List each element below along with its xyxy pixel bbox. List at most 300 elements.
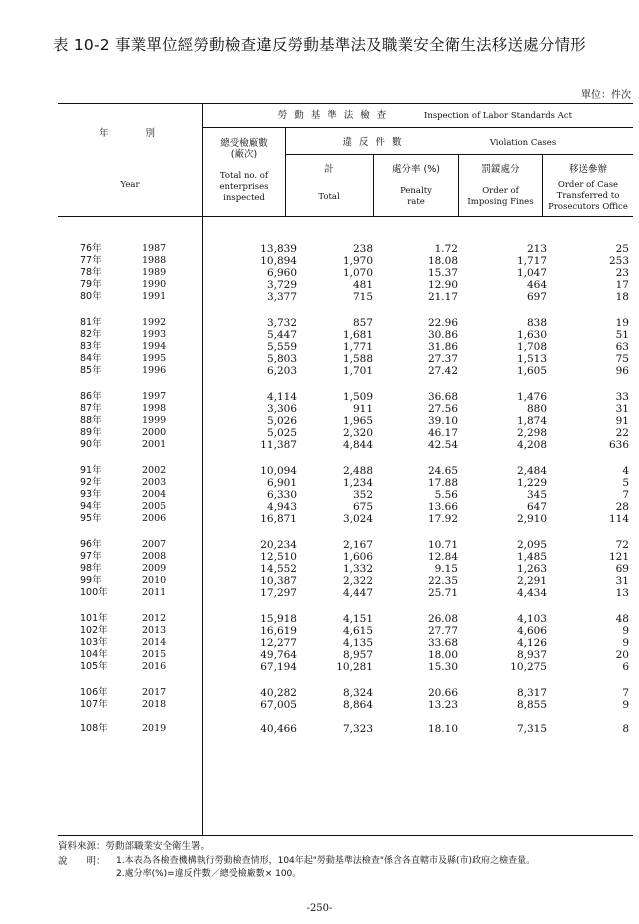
penalty-rate-cell: 12.90 [427,279,458,291]
inspected-cell: 16,871 [260,513,297,525]
header-total-zh: 計 [324,164,334,175]
prosecution-cell: 33 [615,391,629,403]
prosecution-cell: 31 [615,575,629,587]
inspected-cell: 5,025 [266,427,297,439]
table-row [58,587,633,599]
year-roc-cell: 96年 [80,539,102,550]
inspected-cell: 16,619 [260,625,297,637]
year-roc-cell: 80年 [80,291,102,302]
prosecution-cell: 18 [615,291,629,303]
year-roc-cell: 93年 [80,489,102,500]
fine-cell: 2,291 [516,575,547,587]
penalty-rate-cell: 27.42 [427,365,458,377]
prosecution-cell: 7 [622,687,629,699]
year-ad-cell: 2016 [142,661,167,672]
year-ad-cell: 1992 [142,317,167,328]
prosecution-cell: 636 [608,439,629,451]
table-row [58,563,633,575]
table-row [58,513,633,525]
inspected-cell: 67,194 [260,661,297,673]
prosecution-cell: 114 [608,513,629,525]
fine-cell: 4,434 [516,587,547,599]
penalty-rate-cell: 24.65 [427,465,458,477]
prosecution-cell: 20 [615,649,629,661]
note-line-1: 1.本表為各檢查機構執行勞動檢查情形，104年起"勞動基準法檢查"係含各直轄市及縣(市)政府之檢查量。 [116,856,536,866]
unit-label: 單位：件次 [581,90,631,101]
year-ad-cell: 2011 [142,587,167,598]
prosecution-cell: 48 [615,613,629,625]
violation-total-cell: 1,234 [342,477,373,489]
table-row [58,341,633,353]
year-roc-cell: 103年 [80,637,108,648]
fine-cell: 1,874 [516,415,547,427]
violation-total-cell: 8,324 [342,687,373,699]
year-ad-cell: 1998 [142,403,167,414]
violation-total-cell: 1,332 [342,563,373,575]
year-ad-cell: 2003 [142,477,167,488]
prosecution-cell: 13 [615,587,629,599]
violation-total-cell: 8,864 [342,699,373,711]
inspected-cell: 6,203 [266,365,297,377]
year-roc-cell: 99年 [80,575,102,586]
table-row [58,687,633,699]
violation-total-cell: 857 [352,317,373,329]
fine-cell: 464 [526,279,547,291]
fine-cell: 1,717 [516,255,547,267]
year-ad-cell: 2002 [142,465,167,476]
table-row [58,243,633,255]
penalty-rate-cell: 27.56 [427,403,458,415]
header-fine-zh: 罰鍰處分 [481,164,520,175]
header-year-zh: 年 別 [98,128,161,139]
inspected-cell: 6,901 [266,477,297,489]
year-ad-cell: 1991 [142,291,167,302]
fine-cell: 1,485 [516,551,547,563]
table-row [58,661,633,673]
inspected-cell: 15,918 [260,613,297,625]
inspected-cell: 67,005 [260,699,297,711]
inspected-cell: 10,094 [260,465,297,477]
fine-cell: 2,298 [516,427,547,439]
fine-cell: 1,605 [516,365,547,377]
year-roc-cell: 108年 [80,723,108,734]
year-ad-cell: 2018 [142,699,167,710]
row-group [58,391,633,451]
year-ad-cell: 2001 [142,439,167,450]
header-inspected-en3: inspected [223,193,265,203]
fine-cell: 4,126 [516,637,547,649]
inspected-cell: 3,377 [266,291,297,303]
year-roc-cell: 82年 [80,329,102,340]
fine-cell: 647 [526,501,547,513]
prosecution-cell: 69 [615,563,629,575]
year-ad-cell: 1997 [142,391,167,402]
col-divider-inspected [285,127,286,217]
year-roc-cell: 98年 [80,563,102,574]
header-pros-zh: 移送參辦 [568,164,607,175]
table-row [58,267,633,279]
header-inspected-zh: 總受檢廠數 [220,138,268,149]
prosecution-cell: 31 [615,403,629,415]
violation-total-cell: 2,322 [342,575,373,587]
penalty-rate-cell: 15.37 [427,267,458,279]
penalty-rate-cell: 17.88 [427,477,458,489]
source-note: 資料來源：勞動部職業安全衛生署。 [58,841,211,852]
note-label: 說 明： [58,856,106,867]
violation-total-cell: 4,615 [342,625,373,637]
year-roc-cell: 77年 [80,255,102,266]
table-row [58,415,633,427]
year-roc-cell: 78年 [80,267,102,278]
violation-total-cell: 10,281 [336,661,373,673]
year-roc-cell: 89年 [80,427,102,438]
fine-cell: 213 [526,243,547,255]
table-row [58,501,633,513]
year-ad-cell: 2005 [142,501,167,512]
table-row [58,427,633,439]
inspected-cell: 49,764 [260,649,297,661]
row-group [58,317,633,377]
penalty-rate-cell: 22.35 [427,575,458,587]
table-row [58,291,633,303]
penalty-rate-cell: 15.30 [427,661,458,673]
header-pros-en3: Prosecutors Office [548,202,628,212]
header-lsa-zh: 勞 動 基 準 法 檢 查 [277,110,389,121]
table-body [58,229,633,735]
header-rate-en1: Penalty [400,186,432,196]
year-roc-cell: 86年 [80,391,102,402]
year-ad-cell: 1994 [142,341,167,352]
penalty-rate-cell: 17.92 [427,513,458,525]
violation-total-cell: 238 [352,243,373,255]
inspected-cell: 5,559 [266,341,297,353]
table-row [58,255,633,267]
year-roc-cell: 87年 [80,403,102,414]
page-title: 表 10-2 事業單位經勞動檢查違反勞動基準法及職業安全衛生法移送處分情形 [53,36,586,54]
table-row [58,575,633,587]
year-ad-cell: 1996 [142,365,167,376]
table-row [58,613,633,625]
row-group [58,613,633,673]
fine-cell: 2,910 [516,513,547,525]
prosecution-cell: 22 [615,427,629,439]
penalty-rate-cell: 12.84 [427,551,458,563]
penalty-rate-cell: 5.56 [434,489,458,501]
fine-cell: 8,937 [516,649,547,661]
violation-total-cell: 911 [352,403,373,415]
table-row [58,439,633,451]
inspected-cell: 5,447 [266,329,297,341]
header-rate-en2: rate [407,197,425,207]
year-roc-cell: 100年 [80,587,108,598]
fine-cell: 838 [526,317,547,329]
table-bottom-rule [58,835,633,836]
prosecution-cell: 91 [615,415,629,427]
year-ad-cell: 1987 [142,243,167,254]
inspected-cell: 6,330 [266,489,297,501]
header-fine-en1: Order of [482,186,519,196]
table-row [58,539,633,551]
fine-cell: 4,606 [516,625,547,637]
prosecution-cell: 9 [622,699,629,711]
prosecution-cell: 25 [615,243,629,255]
fine-cell: 10,275 [510,661,547,673]
penalty-rate-cell: 25.71 [427,587,458,599]
inspected-cell: 10,387 [260,575,297,587]
year-roc-cell: 91年 [80,465,102,476]
penalty-rate-cell: 39.10 [427,415,458,427]
year-roc-cell: 92年 [80,477,102,488]
statistics-table [58,103,633,836]
fine-cell: 1,513 [516,353,547,365]
year-roc-cell: 107年 [80,699,108,710]
fine-cell: 1,476 [516,391,547,403]
inspected-cell: 3,732 [266,317,297,329]
violation-total-cell: 1,701 [342,365,373,377]
fine-cell: 345 [526,489,547,501]
table-top-rule [58,103,633,104]
inspected-cell: 20,234 [260,539,297,551]
year-roc-cell: 84年 [80,353,102,364]
violation-total-cell: 1,070 [342,267,373,279]
table-row [58,489,633,501]
year-ad-cell: 2015 [142,649,167,660]
violation-total-cell: 1,771 [342,341,373,353]
fine-cell: 880 [526,403,547,415]
violation-total-cell: 1,965 [342,415,373,427]
year-roc-cell: 102年 [80,625,108,636]
violation-total-cell: 4,135 [342,637,373,649]
year-ad-cell: 2004 [142,489,167,500]
violation-total-cell: 4,151 [342,613,373,625]
prosecution-cell: 72 [615,539,629,551]
prosecution-cell: 253 [608,255,629,267]
year-roc-cell: 76年 [80,243,102,254]
table-row [58,403,633,415]
year-ad-cell: 2006 [142,513,167,524]
violation-total-cell: 2,167 [342,539,373,551]
penalty-rate-cell: 18.08 [427,255,458,267]
penalty-rate-cell: 21.17 [427,291,458,303]
prosecution-cell: 8 [622,723,629,735]
penalty-rate-cell: 13.66 [427,501,458,513]
penalty-rate-cell: 22.96 [427,317,458,329]
penalty-rate-cell: 36.68 [427,391,458,403]
table-row [58,353,633,365]
penalty-rate-cell: 10.71 [427,539,458,551]
header-year-en: Year [120,180,140,190]
fine-cell: 7,315 [516,723,547,735]
fine-cell: 8,317 [516,687,547,699]
header-pros-en1: Order of Case [557,180,619,190]
year-roc-cell: 94年 [80,501,102,512]
penalty-rate-cell: 42.54 [427,439,458,451]
violation-total-cell: 1,681 [342,329,373,341]
prosecution-cell: 7 [622,489,629,501]
violation-total-cell: 7,323 [342,723,373,735]
prosecution-cell: 51 [615,329,629,341]
penalty-rate-cell: 20.66 [427,687,458,699]
prosecution-cell: 63 [615,341,629,353]
violation-total-cell: 2,488 [342,465,373,477]
row-group [58,539,633,599]
year-ad-cell: 2017 [142,687,167,698]
violation-total-cell: 1,509 [342,391,373,403]
fine-cell: 4,103 [516,613,547,625]
inspected-cell: 10,894 [260,255,297,267]
fine-cell: 2,095 [516,539,547,551]
col-divider-rate [458,154,459,217]
inspected-cell: 13,839 [260,243,297,255]
fine-cell: 1,229 [516,477,547,489]
violation-total-cell: 3,024 [342,513,373,525]
year-roc-cell: 101年 [80,613,108,624]
header-rate-zh: 處分率 (%) [392,164,440,175]
inspected-cell: 5,803 [266,353,297,365]
note-line-2: 2.處分率(%)=違反件數／總受檢廠數× 100。 [116,869,302,879]
table-row [58,551,633,563]
violation-total-cell: 715 [352,291,373,303]
year-ad-cell: 1989 [142,267,167,278]
header-total-en: Total [318,192,340,202]
year-roc-cell: 105年 [80,661,108,672]
fine-cell: 1,630 [516,329,547,341]
year-roc-cell: 83年 [80,341,102,352]
table-row [58,477,633,489]
violation-total-cell: 675 [352,501,373,513]
year-ad-cell: 1995 [142,353,167,364]
table-row [58,465,633,477]
table-row [58,699,633,711]
table-row [58,365,633,377]
fine-cell: 2,484 [516,465,547,477]
header-pros-en2: Transferred to [556,191,620,201]
penalty-rate-cell: 33.68 [427,637,458,649]
violation-total-cell: 1,606 [342,551,373,563]
fine-cell: 697 [526,291,547,303]
header-bottom-rule [58,216,633,217]
row-group [58,687,633,711]
year-ad-cell: 1990 [142,279,167,290]
row-group [58,243,633,303]
inspected-cell: 5,026 [266,415,297,427]
penalty-rate-cell: 9.15 [434,563,458,575]
fine-cell: 1,263 [516,563,547,575]
year-ad-cell: 2008 [142,551,167,562]
prosecution-cell: 6 [622,661,629,673]
violation-total-cell: 2,320 [342,427,373,439]
inspected-cell: 3,729 [266,279,297,291]
header-inspected-en1: Total no. of [219,171,269,181]
year-ad-cell: 2019 [142,723,167,734]
year-ad-cell: 2009 [142,563,167,574]
penalty-rate-cell: 26.08 [427,613,458,625]
table-row [58,637,633,649]
violation-total-cell: 8,957 [342,649,373,661]
fine-cell: 4,208 [516,439,547,451]
table-row [58,723,633,735]
prosecution-cell: 96 [615,365,629,377]
year-ad-cell: 2012 [142,613,167,624]
table-row [58,329,633,341]
header-fine-en2: Imposing Fines [467,197,534,207]
prosecution-cell: 23 [615,267,629,279]
penalty-rate-cell: 18.10 [427,723,458,735]
year-ad-cell: 1999 [142,415,167,426]
fine-cell: 8,855 [516,699,547,711]
prosecution-cell: 19 [615,317,629,329]
prosecution-cell: 9 [622,637,629,649]
penalty-rate-cell: 13.23 [427,699,458,711]
col-divider-total [373,154,374,217]
violation-total-cell: 352 [352,489,373,501]
penalty-rate-cell: 1.72 [434,243,458,255]
row-group [58,723,633,735]
inspected-cell: 4,943 [266,501,297,513]
table-row [58,317,633,329]
prosecution-cell: 9 [622,625,629,637]
header-rule-2 [285,154,633,155]
year-roc-cell: 95年 [80,513,102,524]
year-ad-cell: 1993 [142,329,167,340]
inspected-cell: 14,552 [260,563,297,575]
prosecution-cell: 5 [622,477,629,489]
table-row [58,625,633,637]
year-ad-cell: 2007 [142,539,167,550]
prosecution-cell: 75 [615,353,629,365]
inspected-cell: 40,282 [260,687,297,699]
penalty-rate-cell: 46.17 [427,427,458,439]
table-row [58,279,633,291]
violation-total-cell: 4,844 [342,439,373,451]
row-group [58,465,633,525]
year-roc-cell: 97年 [80,551,102,562]
penalty-rate-cell: 27.77 [427,625,458,637]
inspected-cell: 6,960 [266,267,297,279]
inspected-cell: 17,297 [260,587,297,599]
inspected-cell: 4,114 [266,391,297,403]
year-roc-cell: 88年 [80,415,102,426]
year-ad-cell: 2000 [142,427,167,438]
header-inspected-en2: enterprises [219,182,269,192]
year-roc-cell: 79年 [80,279,102,290]
prosecution-cell: 17 [615,279,629,291]
prosecution-cell: 4 [622,465,629,477]
header-lsa-en: Inspection of Labor Standards Act [423,111,573,121]
inspected-cell: 40,466 [260,723,297,735]
inspected-cell: 12,277 [260,637,297,649]
penalty-rate-cell: 31.86 [427,341,458,353]
year-roc-cell: 106年 [80,687,108,698]
inspected-cell: 3,306 [266,403,297,415]
inspected-cell: 11,387 [260,439,297,451]
year-roc-cell: 90年 [80,439,102,450]
year-roc-cell: 85年 [80,365,102,376]
col-divider-fine [542,154,543,217]
page-number: -250- [306,903,333,914]
header-violation-en: Violation Cases [489,138,557,148]
inspected-cell: 12,510 [260,551,297,563]
year-ad-cell: 2014 [142,637,167,648]
table-row [58,391,633,403]
year-roc-cell: 81年 [80,317,102,328]
header-inspected-zh2: (廠次) [230,149,258,160]
penalty-rate-cell: 30.86 [427,329,458,341]
violation-total-cell: 1,588 [342,353,373,365]
violation-total-cell: 4,447 [342,587,373,599]
violation-total-cell: 1,970 [342,255,373,267]
violation-total-cell: 481 [352,279,373,291]
